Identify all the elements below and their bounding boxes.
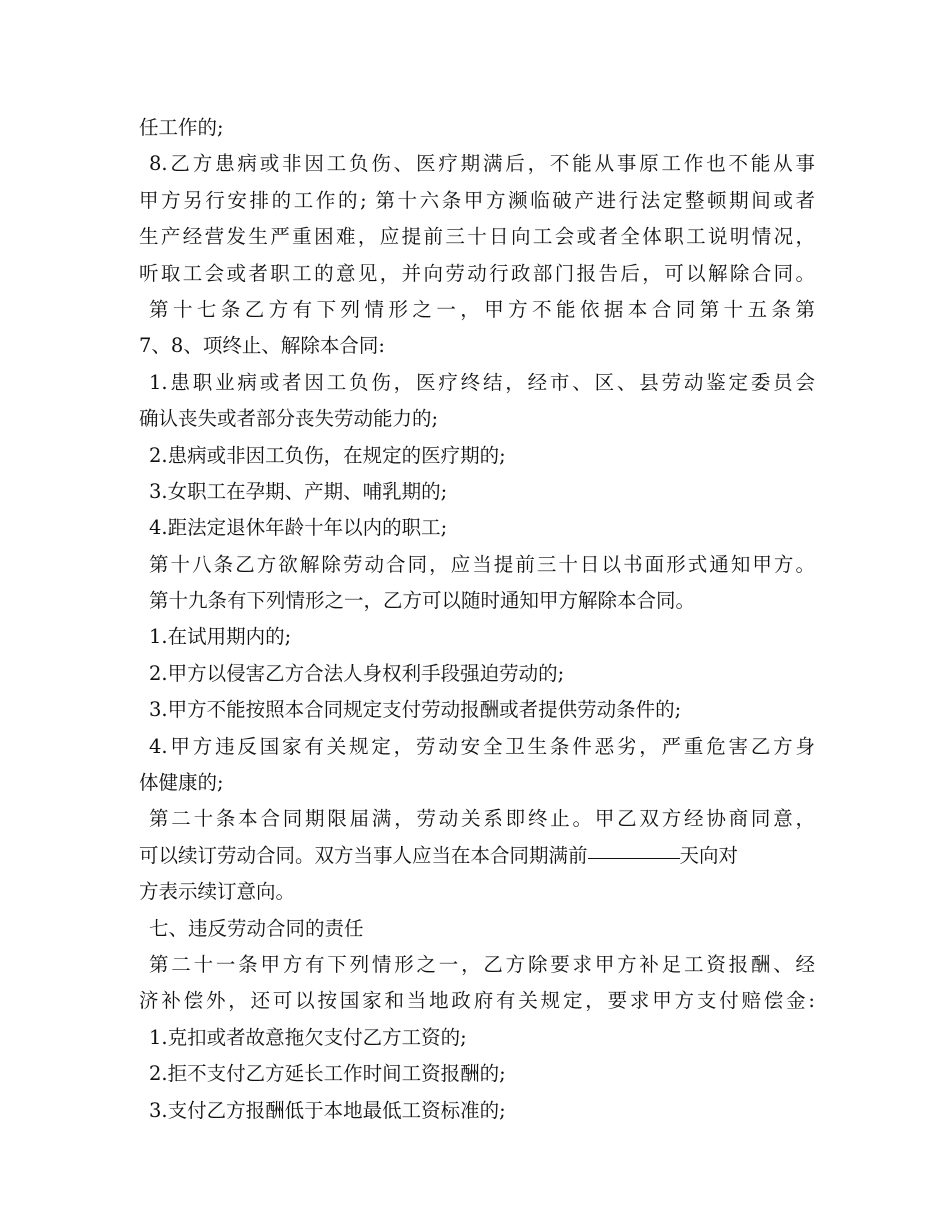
text-line: 第二十条本合同期限届满，劳动关系即终止。甲乙双方经协商同意， xyxy=(149,807,815,831)
text-segment: 天向对 xyxy=(679,843,739,867)
text-line: 甲方另行安排的工作的; 第十六条甲方濒临破产进行法定整顿期间或者 xyxy=(139,188,815,212)
text-line: 7、8、项终止、解除本合同: xyxy=(139,334,385,358)
text-line: 生产经营发生严重困难，应提前三十日向工会或者全体职工说明情况， xyxy=(139,225,815,249)
text-line: 3.女职工在孕期、产期、哺乳期的; xyxy=(149,479,448,503)
text-line-with-blank xyxy=(139,838,815,874)
text-line: 1.克扣或者故意拖欠支付乙方工资的; xyxy=(149,1025,467,1049)
text-segment: 可以续订劳动合同。双方当事人应当在本合同期满前 xyxy=(139,843,588,867)
text-line: 4.距法定退休年龄十年以内的职工; xyxy=(149,516,448,540)
fill-in-blank xyxy=(588,857,680,859)
text-line: 体健康的; xyxy=(139,771,224,795)
text-line: 2.患病或非因工负伤，在规定的医疗期的; xyxy=(149,443,506,467)
text-line: 3.甲方不能按照本合同规定支付劳动报酬或者提供劳动条件的; xyxy=(149,698,682,722)
text-line: 1.患职业病或者因工负伤，医疗终结，经市、区、县劳动鉴定委员会 xyxy=(149,370,815,394)
text-line: 1.在试用期内的; xyxy=(149,625,292,649)
text-line: 2.甲方以侵害乙方合法人身权利手段强迫劳动的; xyxy=(149,661,565,685)
text-line: 2.拒不支付乙方延长工作时间工资报酬的; xyxy=(149,1062,506,1086)
text-line: 4.甲方违反国家有关规定，劳动安全卫生条件恶劣，严重危害乙方身 xyxy=(149,734,815,758)
text-line: 8.乙方患病或非因工负伤、医疗期满后，不能从事原工作也不能从事 xyxy=(149,152,815,176)
text-line: 任工作的; xyxy=(139,116,224,139)
text-line: 听取工会或者职工的意见，并向劳动行政部门报告后，可以解除合同。 xyxy=(139,261,815,285)
section-heading: 七、违反劳动合同的责任 xyxy=(149,916,364,940)
text-line: 3.支付乙方报酬低于本地最低工资标准的; xyxy=(149,1098,506,1122)
text-line: 方表示续订意向。 xyxy=(139,880,296,904)
text-line: 第十九条有下列情形之一，乙方可以随时通知甲方解除本合同。 xyxy=(149,589,696,613)
text-line: 第十七条乙方有下列情形之一，甲方不能依据本合同第十五条第 xyxy=(149,297,815,321)
text-line: 第十八条乙方欲解除劳动合同，应当提前三十日以书面形式通知甲方。 xyxy=(149,552,815,576)
text-line: 济补偿外，还可以按国家和当地政府有关规定，要求甲方支付赔偿金: xyxy=(139,989,815,1013)
text-line: 确认丧失或者部分丧失劳动能力的; xyxy=(139,407,439,431)
text-line: 第二十一条甲方有下列情形之一，乙方除要求甲方补足工资报酬、经 xyxy=(149,952,815,976)
document-body xyxy=(139,110,815,1129)
